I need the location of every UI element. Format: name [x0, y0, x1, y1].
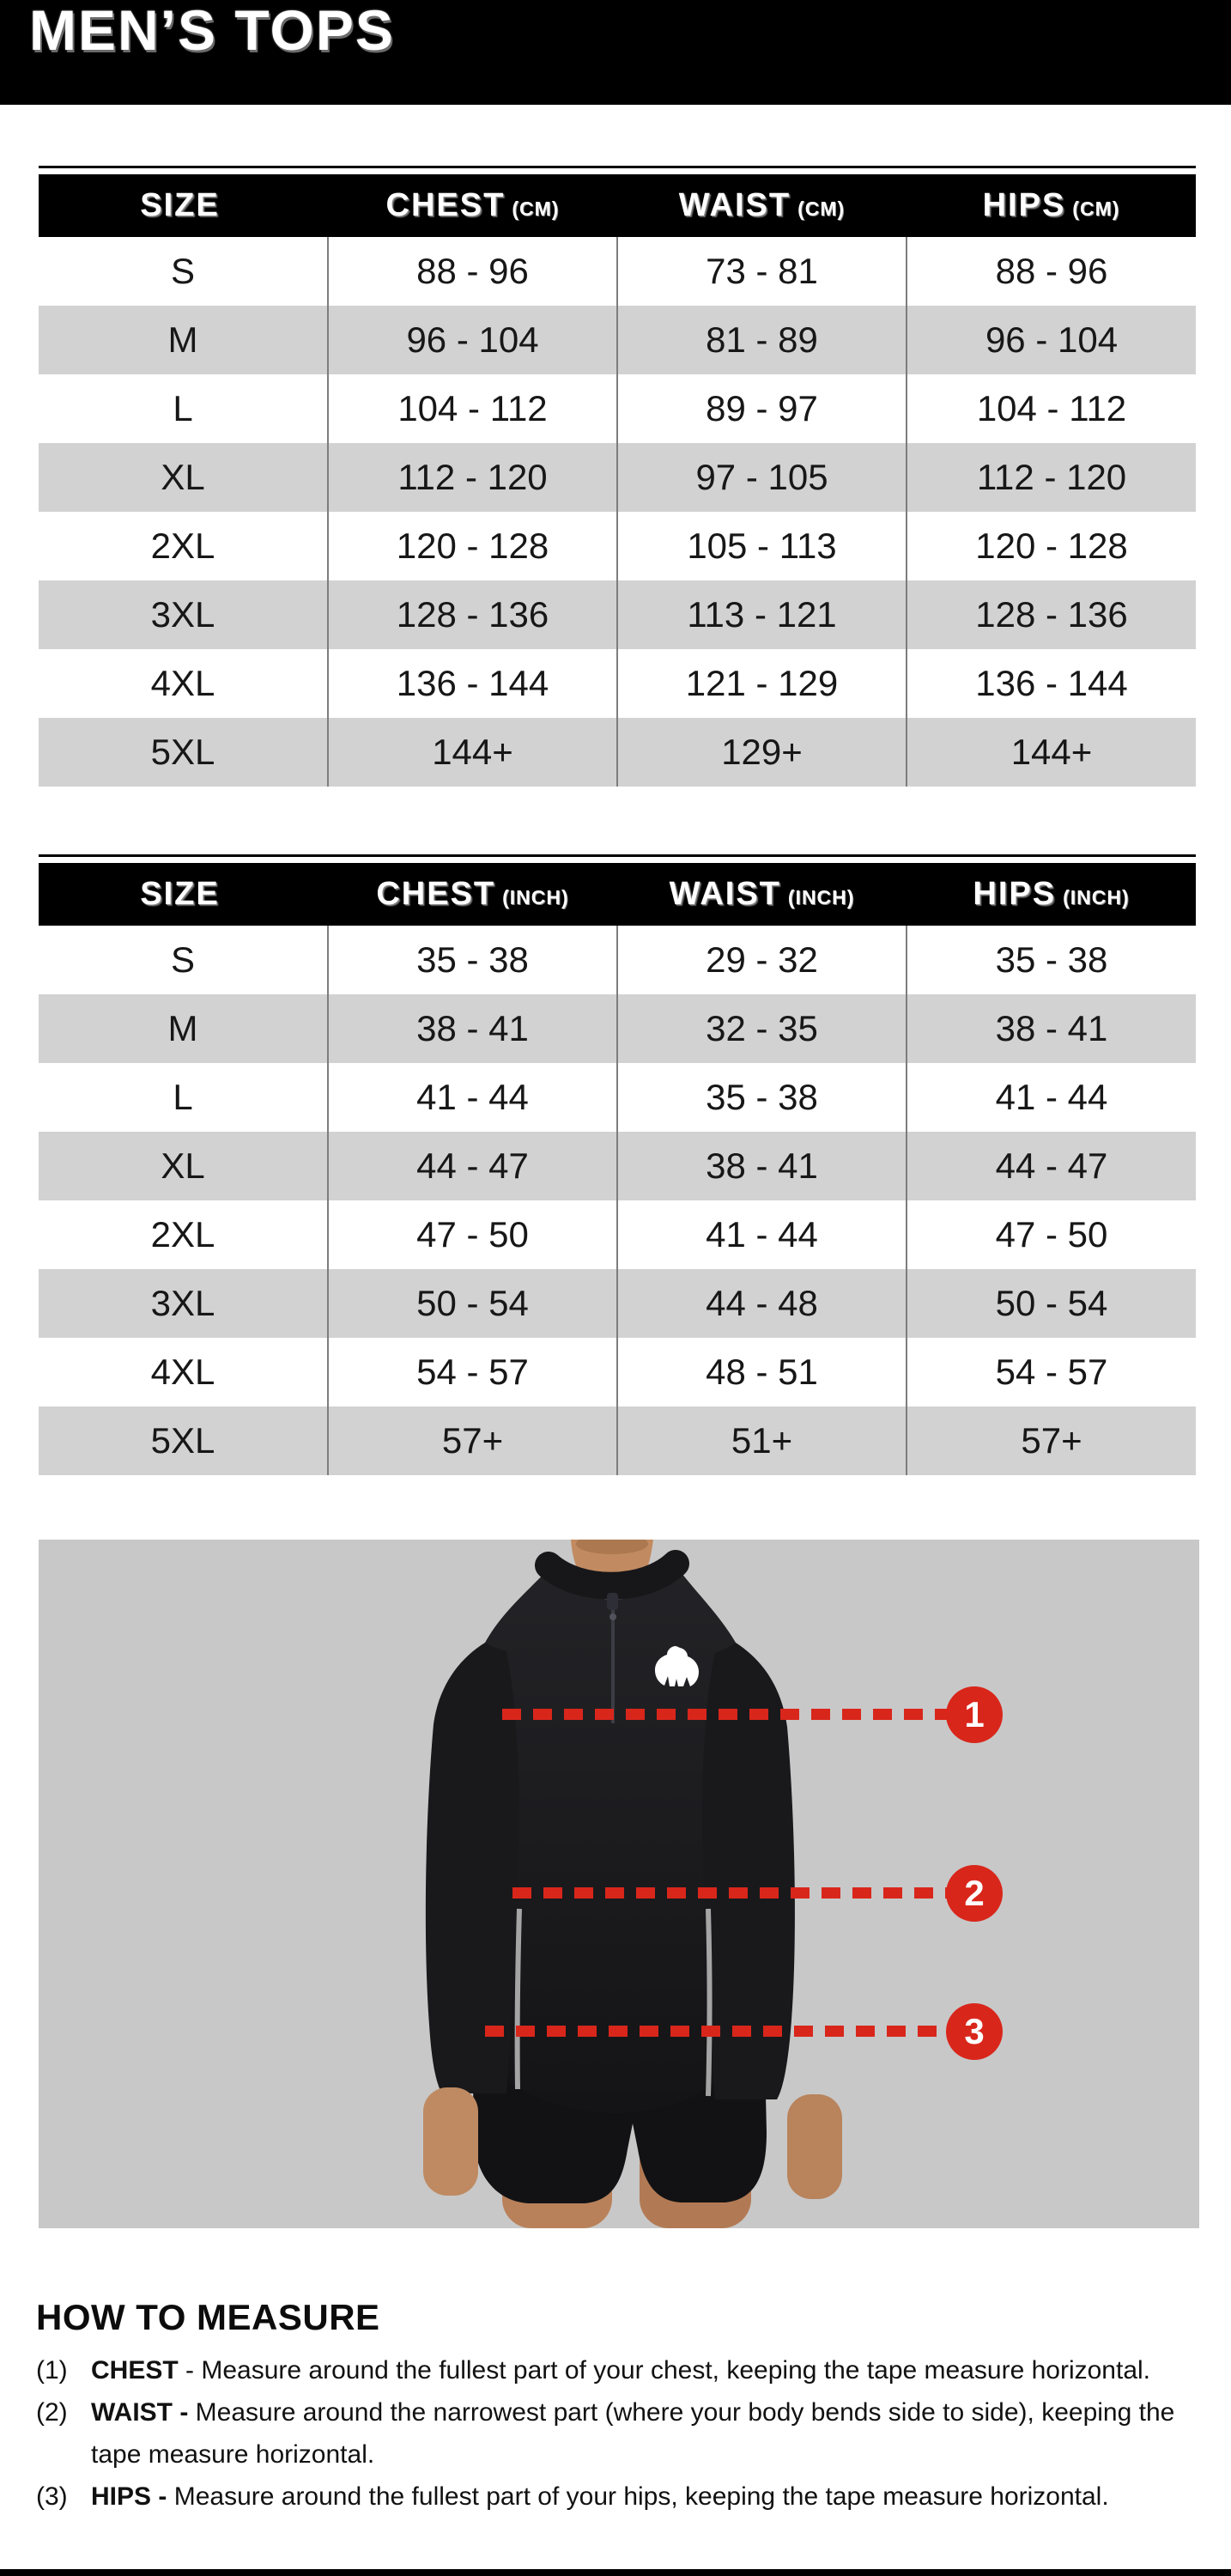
range-cell: 50 - 54	[328, 1269, 617, 1338]
column-header-hips	[907, 863, 1196, 926]
size-table-inch	[39, 854, 1196, 1475]
measure-instruction-hips	[36, 2476, 1197, 2518]
range-cell: 54 - 57	[907, 1338, 1196, 1406]
measure-badge-waist: 2	[946, 1865, 1003, 1922]
range-cell: 73 - 81	[617, 237, 907, 306]
column-label: SIZE	[140, 876, 220, 912]
size-cell: XL	[161, 457, 205, 497]
measure-badge-chest: 1	[946, 1686, 1003, 1743]
size-cell: 2XL	[150, 526, 215, 566]
range-cell: 29 - 32	[617, 926, 907, 994]
table-row	[39, 926, 1196, 994]
column-label: HIPS	[982, 187, 1066, 223]
range-cell: 35 - 38	[328, 926, 617, 994]
column-unit: (INCH)	[1063, 886, 1130, 908]
column-header-size	[39, 863, 328, 926]
size-cell: S	[170, 251, 195, 291]
range-cell: 88 - 96	[907, 237, 1196, 306]
instruction-text	[91, 2476, 1195, 2518]
column-header-chest	[328, 863, 617, 926]
size-cell: L	[173, 1077, 193, 1117]
range-cell: 88 - 96	[328, 237, 617, 306]
range-cell: 41 - 44	[617, 1200, 907, 1269]
table-row	[39, 1132, 1196, 1200]
size-cell: 5XL	[150, 1420, 215, 1461]
measure-instruction-chest	[36, 2350, 1197, 2392]
column-label: WAIST	[678, 187, 791, 223]
range-cell: 97 - 105	[617, 443, 907, 512]
range-cell: 44 - 47	[907, 1132, 1196, 1200]
instruction-text	[91, 2392, 1195, 2476]
range-cell: 144+	[907, 718, 1196, 787]
range-cell: 32 - 35	[617, 994, 907, 1063]
instruction-body: Measure around the fullest part of your hips, keeping the tape measure horizontal.	[173, 2482, 1109, 2511]
table-row	[39, 512, 1196, 580]
table-row	[39, 237, 1196, 306]
column-label: WAIST	[669, 876, 781, 912]
chest-measure-line	[502, 1709, 949, 1720]
column-label: HIPS	[973, 876, 1057, 912]
table-row	[39, 1200, 1196, 1269]
range-cell: 89 - 97	[617, 374, 907, 443]
range-cell: 57+	[907, 1406, 1196, 1475]
table-header-row	[39, 863, 1196, 926]
range-cell: 41 - 44	[328, 1063, 617, 1132]
table-row	[39, 580, 1196, 649]
page-title: MEN’S TOPS	[29, 0, 395, 62]
table-row	[39, 443, 1196, 512]
range-cell: 47 - 50	[328, 1200, 617, 1269]
column-unit: (CM)	[797, 197, 846, 220]
instruction-body: - Measure around the fullest part of your chest, keeping the tape measure horizontal.	[185, 2356, 1151, 2385]
range-cell: 104 - 112	[907, 374, 1196, 443]
instruction-number: (1)	[36, 2356, 68, 2385]
range-cell: 96 - 104	[907, 306, 1196, 374]
range-cell: 121 - 129	[617, 649, 907, 718]
column-header-size	[39, 174, 328, 237]
page-header	[0, 0, 1231, 105]
range-cell: 120 - 128	[328, 512, 617, 580]
table-row	[39, 374, 1196, 443]
range-cell: 54 - 57	[328, 1338, 617, 1406]
table-row	[39, 1406, 1196, 1475]
column-unit: (CM)	[512, 197, 560, 220]
measure-badge-hips: 3	[946, 2003, 1003, 2060]
range-cell: 113 - 121	[617, 580, 907, 649]
size-cell: XL	[161, 1145, 205, 1186]
column-label: CHEST	[376, 876, 496, 912]
column-header-hips	[907, 174, 1196, 237]
range-cell: 112 - 120	[328, 443, 617, 512]
range-cell: 38 - 41	[328, 994, 617, 1063]
range-cell: 44 - 48	[617, 1269, 907, 1338]
table-row	[39, 1338, 1196, 1406]
size-cell: 3XL	[150, 1283, 215, 1323]
range-cell: 47 - 50	[907, 1200, 1196, 1269]
range-cell: 44 - 47	[328, 1132, 617, 1200]
column-label: CHEST	[385, 187, 506, 223]
size-cell: 2XL	[150, 1214, 215, 1255]
range-cell: 136 - 144	[328, 649, 617, 718]
range-cell: 38 - 41	[907, 994, 1196, 1063]
model-photo	[39, 1540, 1199, 2228]
table-row	[39, 718, 1196, 787]
table-row	[39, 1269, 1196, 1338]
column-header-waist	[617, 863, 907, 926]
instruction-term: WAIST -	[91, 2397, 189, 2427]
size-cell: 3XL	[150, 594, 215, 635]
table-row	[39, 1063, 1196, 1132]
range-cell: 57+	[328, 1406, 617, 1475]
column-unit: (INCH)	[502, 886, 569, 908]
size-cell: 4XL	[150, 663, 215, 703]
column-header-chest	[328, 174, 617, 237]
size-cell: 5XL	[150, 732, 215, 772]
column-unit: (INCH)	[787, 886, 855, 908]
range-cell: 136 - 144	[907, 649, 1196, 718]
instruction-text	[91, 2350, 1195, 2392]
range-cell: 96 - 104	[328, 306, 617, 374]
instruction-term: CHEST	[91, 2356, 179, 2385]
range-cell: 128 - 136	[328, 580, 617, 649]
range-cell: 38 - 41	[617, 1132, 907, 1200]
column-unit: (CM)	[1072, 197, 1120, 220]
instruction-number: (2)	[36, 2397, 68, 2427]
range-cell: 120 - 128	[907, 512, 1196, 580]
measurement-figure	[39, 1540, 1199, 2228]
bottom-border-bar	[0, 2569, 1231, 2576]
how-to-measure-section	[36, 2297, 1197, 2518]
range-cell: 128 - 136	[907, 580, 1196, 649]
instruction-body: Measure around the narrowest part (where your body bends side to side), keeping the tape measure horizontal.	[91, 2397, 1175, 2469]
table-row	[39, 994, 1196, 1063]
range-cell: 35 - 38	[617, 1063, 907, 1132]
range-cell: 51+	[617, 1406, 907, 1475]
size-cell: L	[173, 388, 193, 428]
waist-measure-line	[512, 1887, 949, 1899]
size-cell: 4XL	[150, 1352, 215, 1392]
measure-instruction-waist	[36, 2392, 1197, 2476]
range-cell: 129+	[617, 718, 907, 787]
range-cell: 105 - 113	[617, 512, 907, 580]
table-row	[39, 306, 1196, 374]
instruction-number: (3)	[36, 2482, 68, 2511]
size-cell: S	[170, 939, 195, 980]
range-cell: 144+	[328, 718, 617, 787]
range-cell: 104 - 112	[328, 374, 617, 443]
range-cell: 50 - 54	[907, 1269, 1196, 1338]
table-row	[39, 649, 1196, 718]
range-cell: 41 - 44	[907, 1063, 1196, 1132]
range-cell: 48 - 51	[617, 1338, 907, 1406]
size-cell: M	[167, 319, 198, 360]
hips-measure-line	[485, 2026, 949, 2037]
range-cell: 35 - 38	[907, 926, 1196, 994]
range-cell: 112 - 120	[907, 443, 1196, 512]
column-header-waist	[617, 174, 907, 237]
size-cell: M	[167, 1008, 198, 1048]
how-to-measure-heading: HOW TO MEASURE	[36, 2297, 380, 2337]
table-header-row	[39, 174, 1196, 237]
column-label: SIZE	[140, 187, 220, 223]
range-cell: 81 - 89	[617, 306, 907, 374]
instruction-term: HIPS -	[91, 2482, 167, 2511]
size-table-cm	[39, 166, 1196, 787]
